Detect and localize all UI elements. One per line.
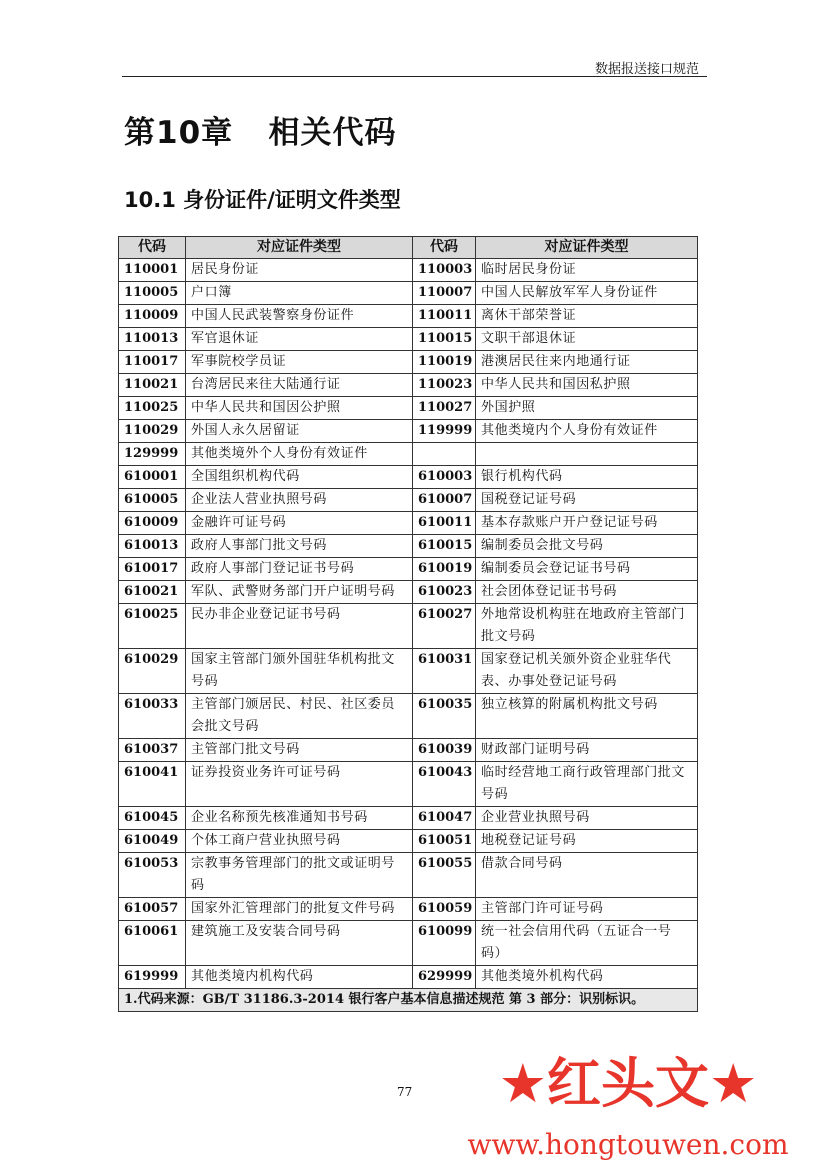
document-type-cell: 银行机构代码	[476, 466, 698, 489]
code-cell: 610047	[413, 807, 476, 830]
chapter-number: 第10章	[124, 115, 234, 151]
document-type-cell: 临时居民身份证	[476, 259, 698, 282]
code-cell: 110003	[413, 259, 476, 282]
document-type-cell: 离休干部荣誉证	[476, 305, 698, 328]
table-row	[119, 830, 698, 853]
document-type-cell: 居民身份证	[186, 259, 413, 282]
table-row	[119, 420, 698, 443]
document-type-cell: 主管部门颁居民、村民、社区委员会批文号码	[186, 694, 413, 739]
table-row	[119, 305, 698, 328]
document-type-cell: 全国组织机构代码	[186, 466, 413, 489]
column-header-type: 对应证件类型	[186, 237, 413, 259]
document-type-cell: 文职干部退休证	[476, 328, 698, 351]
column-header-code: 代码	[413, 237, 476, 259]
table-row	[119, 282, 698, 305]
document-type-cell: 地税登记证号码	[476, 830, 698, 853]
code-cell: 110029	[119, 420, 186, 443]
code-cell: 110023	[413, 374, 476, 397]
chapter-title: 相关代码	[268, 115, 397, 151]
table-row	[119, 807, 698, 830]
code-cell: 610045	[119, 807, 186, 830]
table-body	[119, 259, 698, 989]
document-type-cell: 基本存款账户开户登记证号码	[476, 512, 698, 535]
column-header-code: 代码	[119, 237, 186, 259]
code-cell: 110017	[119, 351, 186, 374]
watermark-url-image	[438, 1124, 818, 1164]
document-type-cell: 其他类境外个人身份有效证件	[186, 443, 413, 466]
code-cell: 610015	[413, 535, 476, 558]
document-type-cell: 港澳居民往来内地通行证	[476, 351, 698, 374]
table-row	[119, 604, 698, 649]
table-row	[119, 921, 698, 966]
code-cell: 110015	[413, 328, 476, 351]
code-cell: 110001	[119, 259, 186, 282]
document-type-cell	[476, 443, 698, 466]
code-cell: 110013	[119, 328, 186, 351]
document-type-cell: 企业营业执照号码	[476, 807, 698, 830]
document-type-cell: 国家登记机关颁外资企业驻华代表、办事处登记证号码	[476, 649, 698, 694]
code-cell: 110027	[413, 397, 476, 420]
code-cell: 619999	[119, 966, 186, 989]
code-cell: 610011	[413, 512, 476, 535]
code-cell: 129999	[119, 443, 186, 466]
header-rule	[122, 76, 707, 77]
document-type-cell: 宗教事务管理部门的批文或证明号码	[186, 853, 413, 898]
code-cell: 110011	[413, 305, 476, 328]
code-cell: 610041	[119, 762, 186, 807]
document-type-cell: 其他类境外机构代码	[476, 966, 698, 989]
document-type-cell: 中国人民武装警察身份证件	[186, 305, 413, 328]
document-type-cell: 国税登记证号码	[476, 489, 698, 512]
document-type-cell: 统一社会信用代码（五证合一号码）	[476, 921, 698, 966]
code-cell: 610003	[413, 466, 476, 489]
document-type-cell: 外国人永久居留证	[186, 420, 413, 443]
document-type-cell: 军队、武警财务部门开户证明号码	[186, 581, 413, 604]
table-row	[119, 397, 698, 420]
code-cell: 610061	[119, 921, 186, 966]
watermark-stamp	[448, 1052, 808, 1112]
document-type-cell: 其他类境内个人身份有效证件	[476, 420, 698, 443]
table-row	[119, 443, 698, 466]
table-row	[119, 512, 698, 535]
code-cell: 610017	[119, 558, 186, 581]
column-header-type: 对应证件类型	[476, 237, 698, 259]
document-type-cell: 中华人民共和国因私护照	[476, 374, 698, 397]
code-cell: 610033	[119, 694, 186, 739]
watermark-url: www.hongtouwen.com	[467, 1128, 789, 1161]
document-type-cell: 个体工商户营业执照号码	[186, 830, 413, 853]
document-type-cell: 台湾居民来往大陆通行证	[186, 374, 413, 397]
code-cell: 610035	[413, 694, 476, 739]
document-type-cell: 外地常设机构驻在地政府主管部门批文号码	[476, 604, 698, 649]
code-cell: 610029	[119, 649, 186, 694]
table-row	[119, 535, 698, 558]
code-cell: 610005	[119, 489, 186, 512]
document-type-cell: 编制委员会登记证书号码	[476, 558, 698, 581]
document-type-cell: 其他类境内机构代码	[186, 966, 413, 989]
document-type-cell: 政府人事部门登记证书号码	[186, 558, 413, 581]
document-type-cell: 国家主管部门颁外国驻华机构批文号码	[186, 649, 413, 694]
document-type-cell: 民办非企业登记证书号码	[186, 604, 413, 649]
running-header: 数据报送接口规范	[594, 62, 699, 77]
code-cell: 610051	[413, 830, 476, 853]
document-type-cell: 编制委员会批文号码	[476, 535, 698, 558]
document-type-cell: 中国人民解放军军人身份证件	[476, 282, 698, 305]
table-row	[119, 558, 698, 581]
code-cell: 610019	[413, 558, 476, 581]
code-cell: 610025	[119, 604, 186, 649]
code-cell: 110025	[119, 397, 186, 420]
table-row	[119, 966, 698, 989]
table-row	[119, 739, 698, 762]
code-cell: 110021	[119, 374, 186, 397]
document-type-cell: 财政部门证明号码	[476, 739, 698, 762]
code-cell: 610057	[119, 898, 186, 921]
table-row	[119, 649, 698, 694]
document-type-cell: 国家外汇管理部门的批复文件号码	[186, 898, 413, 921]
document-type-cell: 企业法人营业执照号码	[186, 489, 413, 512]
code-cell: 610039	[413, 739, 476, 762]
table-row	[119, 581, 698, 604]
table-header-row	[119, 237, 698, 259]
code-cell: 610055	[413, 853, 476, 898]
document-type-cell: 证券投资业务许可证号码	[186, 762, 413, 807]
code-cell: 110007	[413, 282, 476, 305]
watermark-text: ★红头文★	[498, 1052, 758, 1112]
table-row	[119, 466, 698, 489]
code-cell: 610043	[413, 762, 476, 807]
code-cell: 610053	[119, 853, 186, 898]
code-cell: 610031	[413, 649, 476, 694]
code-cell: 110009	[119, 305, 186, 328]
table-note: 1.代码来源：GB/T 31186.3-2014 银行客户基本信息描述规范 第 3 部分：识别标识。	[119, 989, 698, 1012]
code-cell: 610009	[119, 512, 186, 535]
table-row	[119, 853, 698, 898]
table-row	[119, 259, 698, 282]
table-row	[119, 694, 698, 739]
table-row	[119, 374, 698, 397]
code-cell: 610059	[413, 898, 476, 921]
code-cell: 610007	[413, 489, 476, 512]
table-row	[119, 762, 698, 807]
section-heading: 10.1 身份证件/证明文件类型	[124, 188, 401, 212]
document-type-cell: 临时经营地工商行政管理部门批文号码	[476, 762, 698, 807]
document-type-cell: 社会团体登记证书号码	[476, 581, 698, 604]
code-cell: 610037	[119, 739, 186, 762]
document-type-cell: 金融许可证号码	[186, 512, 413, 535]
document-type-cell: 政府人事部门批文号码	[186, 535, 413, 558]
id-document-code-table	[118, 236, 698, 1012]
code-cell: 610001	[119, 466, 186, 489]
document-type-cell: 军官退休证	[186, 328, 413, 351]
document-type-cell: 中华人民共和国因公护照	[186, 397, 413, 420]
document-type-cell: 户口簿	[186, 282, 413, 305]
code-cell: 610021	[119, 581, 186, 604]
table-row	[119, 489, 698, 512]
document-type-cell: 企业名称预先核准通知书号码	[186, 807, 413, 830]
code-cell: 610049	[119, 830, 186, 853]
code-cell: 119999	[413, 420, 476, 443]
page-number: 77	[397, 1085, 413, 1099]
document-type-cell: 军事院校学员证	[186, 351, 413, 374]
document-type-cell: 主管部门批文号码	[186, 739, 413, 762]
code-cell: 629999	[413, 966, 476, 989]
code-cell: 610099	[413, 921, 476, 966]
table-note-row	[119, 989, 698, 1012]
table-row	[119, 898, 698, 921]
code-cell: 610013	[119, 535, 186, 558]
code-cell: 610023	[413, 581, 476, 604]
chapter-heading	[124, 107, 397, 152]
document-type-cell: 独立核算的附属机构批文号码	[476, 694, 698, 739]
document-type-cell: 外国护照	[476, 397, 698, 420]
table-row	[119, 328, 698, 351]
document-type-cell: 建筑施工及安装合同号码	[186, 921, 413, 966]
document-type-cell: 主管部门许可证号码	[476, 898, 698, 921]
code-cell: 110019	[413, 351, 476, 374]
code-cell	[413, 443, 476, 466]
table-row	[119, 351, 698, 374]
code-cell: 610027	[413, 604, 476, 649]
code-cell: 110005	[119, 282, 186, 305]
document-type-cell: 借款合同号码	[476, 853, 698, 898]
